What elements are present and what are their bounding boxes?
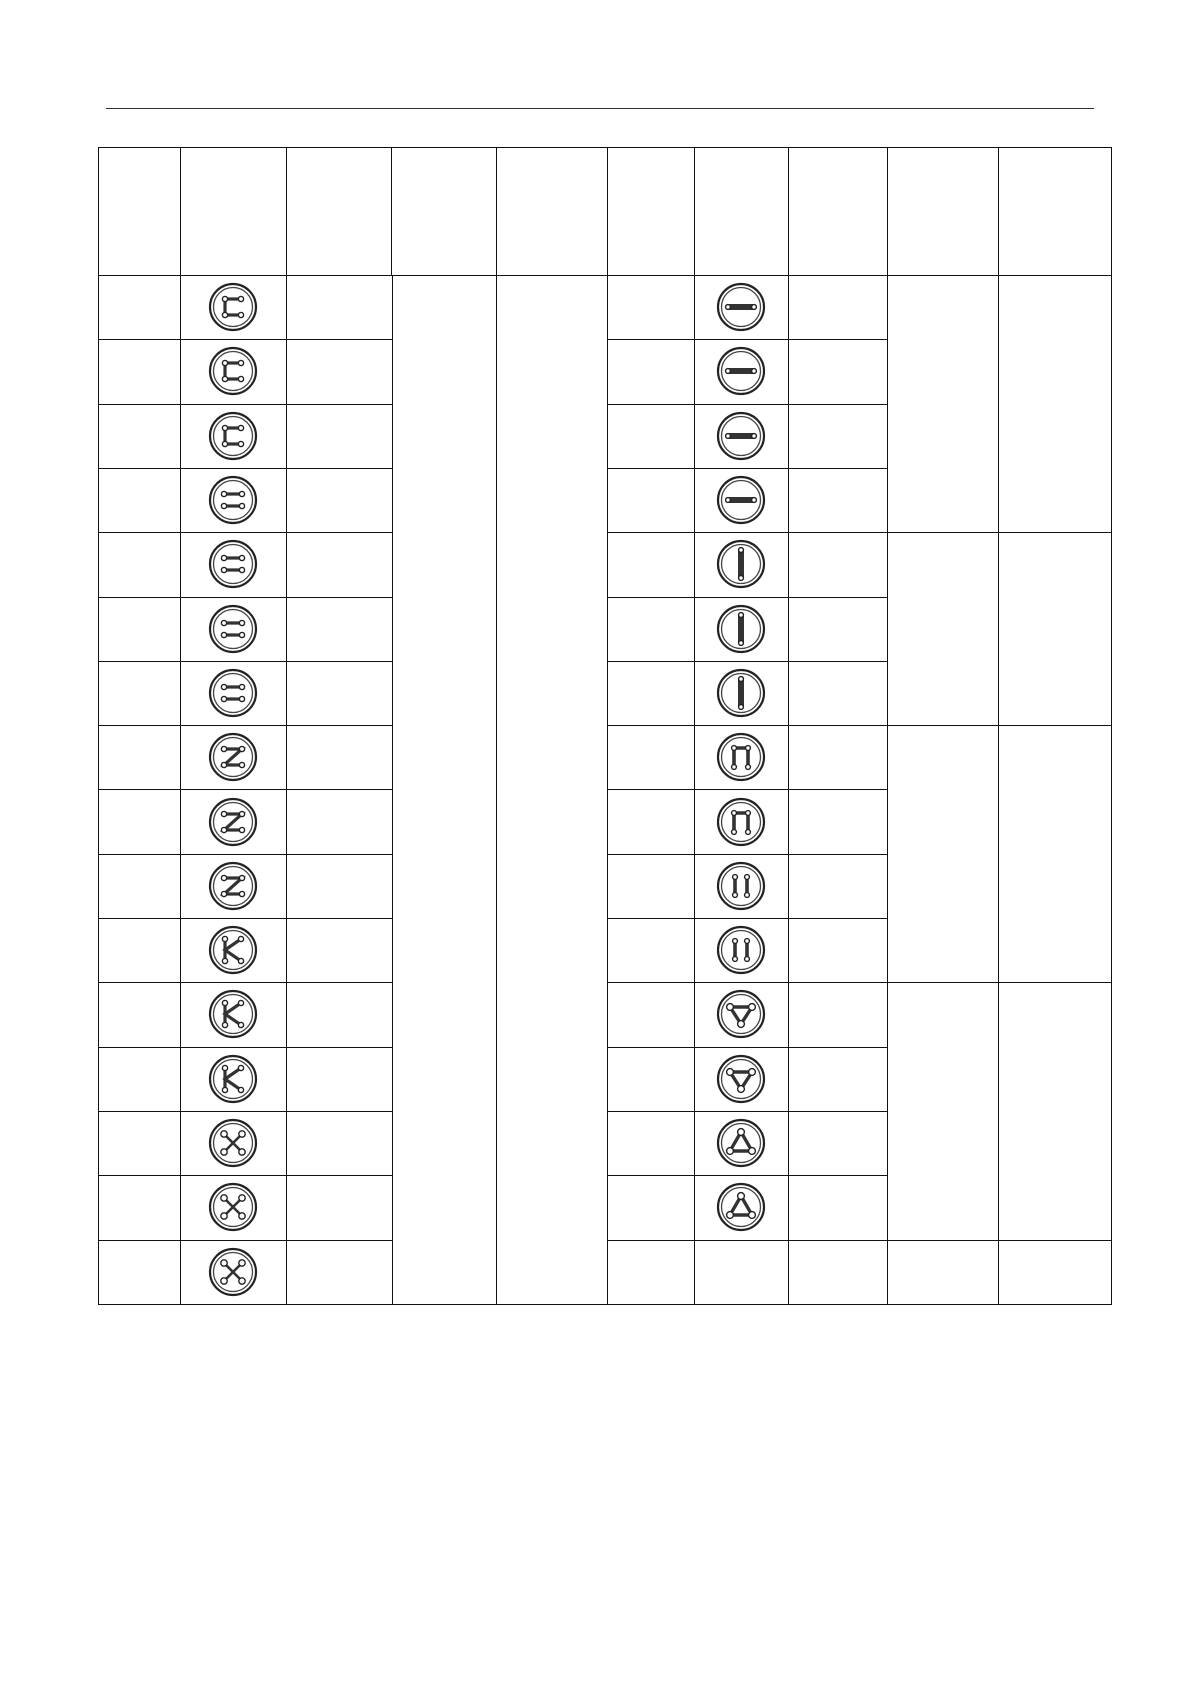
group-cell: [998, 532, 1112, 726]
header-cell: [496, 147, 609, 277]
button-four-hole-parallel-icon: [207, 603, 259, 655]
button-four-hole-parallel-icon: [207, 538, 259, 590]
group-cell: [887, 725, 1000, 984]
table-cell: [607, 404, 696, 470]
merged-cell: [391, 275, 498, 1305]
header-cell: [286, 147, 393, 277]
group-cell: [998, 982, 1112, 1241]
table-cell: [788, 725, 889, 791]
table-cell: [98, 661, 182, 727]
table-cell: [607, 725, 696, 791]
table-cell: [286, 339, 393, 405]
table-cell: [286, 725, 393, 791]
table-cell: [607, 468, 696, 534]
button-four-hole-z-icon: [207, 731, 259, 783]
table-cell: [98, 725, 182, 791]
table-cell: [286, 1047, 393, 1113]
button-three-hole-triangle-up-icon: [715, 1117, 767, 1169]
table-cell: [286, 789, 393, 855]
table-cell: [788, 532, 889, 598]
button-two-hole-vertical-icon: [715, 667, 767, 719]
table-cell: [788, 982, 889, 1048]
table-cell: [98, 854, 182, 920]
table-cell: [607, 854, 696, 920]
table-cell: [607, 1111, 696, 1177]
table-cell: [98, 404, 182, 470]
table-cell: [286, 661, 393, 727]
button-three-hole-triangle-down-icon: [715, 988, 767, 1040]
table-cell: [98, 468, 182, 534]
header-rule: [106, 108, 1094, 109]
button-two-hole-vertical-icon: [715, 538, 767, 590]
table-cell: [98, 982, 182, 1048]
table-cell: [286, 1175, 393, 1241]
table-cell: [788, 1240, 889, 1306]
group-cell: [998, 275, 1112, 534]
table-cell: [607, 275, 696, 341]
table-cell: [788, 854, 889, 920]
table-cell: [788, 1047, 889, 1113]
table-cell: [607, 789, 696, 855]
table-cell: [98, 1175, 182, 1241]
table-cell: [286, 918, 393, 984]
table-cell: [788, 597, 889, 663]
group-cell: [887, 275, 1000, 534]
table-cell: [607, 532, 696, 598]
table-cell: [286, 1111, 393, 1177]
group-cell: [887, 532, 1000, 726]
table-cell: [286, 982, 393, 1048]
group-cell: [887, 982, 1000, 1241]
button-two-hole-vertical-icon: [715, 603, 767, 655]
table-cell: [607, 918, 696, 984]
header-cell: [98, 147, 182, 277]
table-cell: [98, 1240, 182, 1306]
header-cell: [607, 147, 696, 277]
table-cell: [98, 789, 182, 855]
header-cell: [391, 147, 498, 277]
table-cell: [98, 1047, 182, 1113]
header-cell: [788, 147, 889, 277]
button-four-hole-square-icon: [207, 281, 259, 333]
button-four-hole-parallel-icon: [207, 474, 259, 526]
table-cell: [98, 597, 182, 663]
table-cell: [607, 661, 696, 727]
button-two-hole-horizontal-icon: [715, 281, 767, 333]
button-two-hole-horizontal-icon: [715, 410, 767, 462]
button-four-hole-square-icon: [207, 410, 259, 462]
button-two-hole-horizontal-icon: [715, 345, 767, 397]
header-cell: [694, 147, 790, 277]
group-cell: [998, 1240, 1112, 1306]
merged-cell: [496, 275, 609, 1305]
table-cell: [788, 1111, 889, 1177]
table-cell: [286, 532, 393, 598]
table-cell: [788, 1175, 889, 1241]
button-four-hole-cross-icon: [207, 1117, 259, 1169]
button-four-hole-k-icon: [207, 924, 259, 976]
button-four-hole-parallel-icon: [207, 667, 259, 719]
table-cell: [788, 661, 889, 727]
table-cell: [607, 1240, 696, 1306]
table-cell: [286, 854, 393, 920]
icon-cell: [694, 1240, 790, 1306]
table-cell: [788, 789, 889, 855]
table-cell: [607, 597, 696, 663]
button-four-hole-k-icon: [207, 1053, 259, 1105]
header-cell: [887, 147, 1000, 277]
table-cell: [286, 275, 393, 341]
table-cell: [286, 597, 393, 663]
button-four-hole-z-icon: [207, 796, 259, 848]
table-cell: [788, 918, 889, 984]
table-cell: [788, 275, 889, 341]
table-cell: [607, 339, 696, 405]
button-four-hole-k-icon: [207, 988, 259, 1040]
button-four-hole-cross-icon: [207, 1246, 259, 1298]
button-four-hole-u-icon: [715, 731, 767, 783]
table-cell: [286, 404, 393, 470]
button-four-hole-parallel-vertical-icon: [715, 860, 767, 912]
group-cell: [887, 1240, 1000, 1306]
button-four-hole-z-icon: [207, 860, 259, 912]
button-four-hole-cross-icon: [207, 1181, 259, 1233]
table-cell: [98, 339, 182, 405]
button-four-hole-square-icon: [207, 345, 259, 397]
table-cell: [788, 339, 889, 405]
button-two-hole-horizontal-icon: [715, 474, 767, 526]
button-four-hole-u-icon: [715, 796, 767, 848]
table-cell: [286, 468, 393, 534]
header-cell: [998, 147, 1112, 277]
table-cell: [788, 468, 889, 534]
button-four-hole-parallel-vertical-icon: [715, 924, 767, 976]
table-cell: [607, 1047, 696, 1113]
button-three-hole-triangle-up-icon: [715, 1181, 767, 1233]
group-cell: [998, 725, 1112, 984]
table-cell: [98, 275, 182, 341]
table-cell: [98, 532, 182, 598]
table-cell: [788, 404, 889, 470]
header-cell: [180, 147, 288, 277]
table-cell: [607, 1175, 696, 1241]
button-three-hole-triangle-down-icon: [715, 1053, 767, 1105]
table-cell: [98, 918, 182, 984]
table-cell: [98, 1111, 182, 1177]
table-cell: [607, 982, 696, 1048]
table-cell: [286, 1240, 393, 1306]
